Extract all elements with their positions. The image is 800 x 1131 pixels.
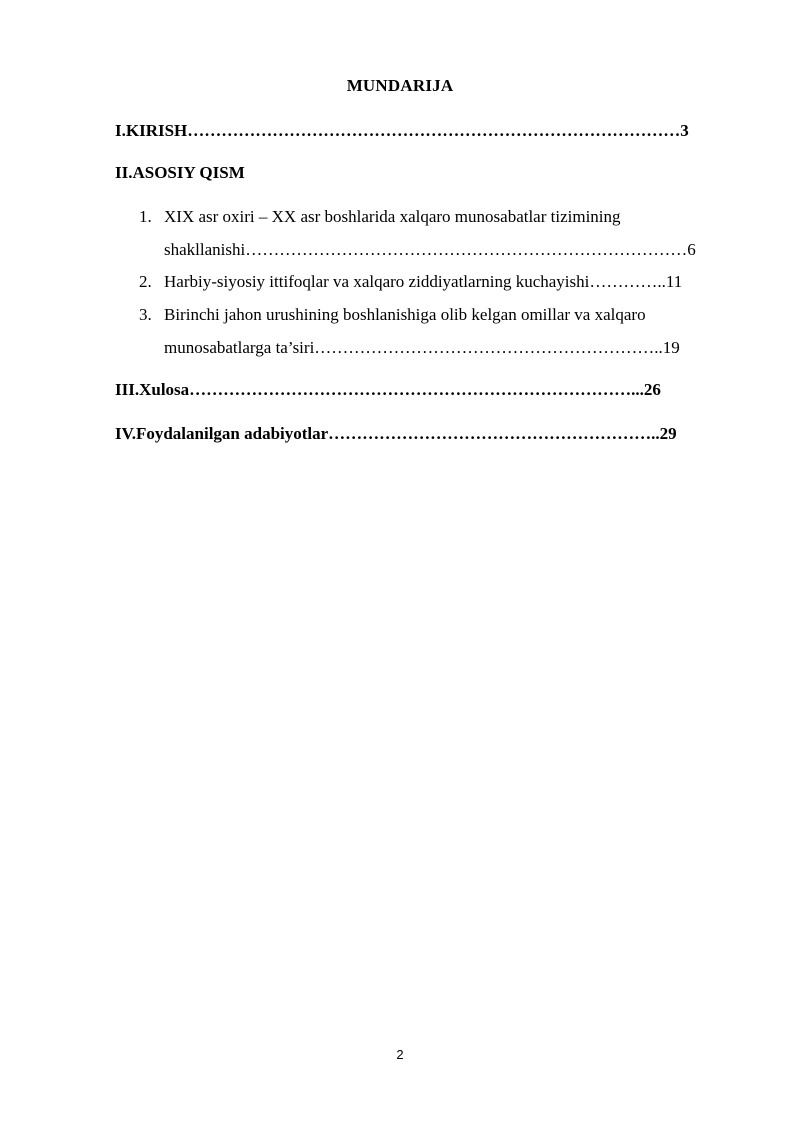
toc-item-1-continuation: shakllanishi……………………………………………………………………6 [164, 240, 696, 259]
toc-entry-xulosa: III.Xulosa……………………………………………………………………...26 [115, 380, 661, 399]
toc-item-3 [139, 305, 646, 325]
toc-section-asosiy-qism: II.ASOSIY QISM [115, 163, 245, 182]
page-title: MUNDARIJA [346, 76, 454, 95]
toc-item-2 [139, 272, 682, 292]
toc-entry-kirish: I.KIRISH……………………………………………………………………………3 [115, 121, 689, 140]
toc-item-1 [139, 207, 621, 227]
toc-item-number: 2. [139, 272, 152, 291]
toc-entry-foydalanilgan-adabiyotlar: IV.Foydalanilgan adabiyotlar…………………………………………………..29 [115, 424, 677, 443]
toc-item-number: 1. [139, 207, 152, 226]
toc-item-text: Harbiy-siyosiy ittifoqlar va xalqaro ziddiyatlarning kuchayishi…………..11 [164, 272, 683, 291]
toc-item-3-continuation: munosabatlarga ta’siri……………………………………………………..19 [164, 338, 680, 357]
toc-item-text: XIX asr oxiri – XX asr boshlarida xalqaro munosabatlar tizimining [164, 207, 621, 226]
toc-item-number: 3. [139, 305, 152, 324]
page-number: 2 [396, 1047, 404, 1062]
toc-item-text: Birinchi jahon urushining boshlanishiga olib kelgan omillar va xalqaro [164, 305, 646, 324]
